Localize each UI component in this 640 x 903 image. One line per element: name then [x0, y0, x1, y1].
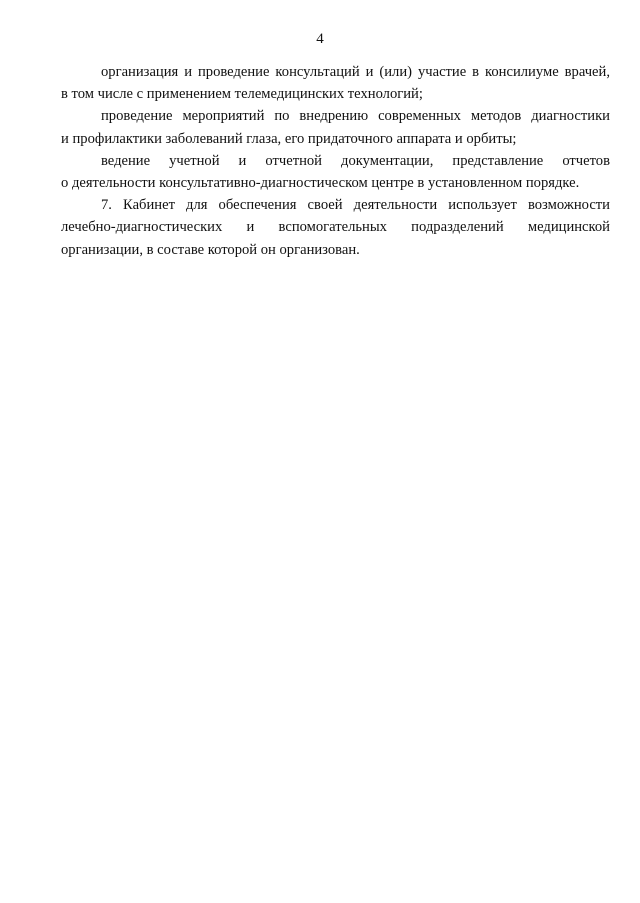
paragraph-line: и профилактики заболеваний глаза, его придаточного аппарата и орбиты; [61, 130, 517, 147]
paragraph-line: проведение мероприятий по внедрению современных методов диагностики [101, 108, 610, 125]
paragraph-line: 7. Кабинет для обеспечения своей деятельности использует возможности [101, 197, 610, 214]
paragraph-line: организация и проведение консультаций и (или) участие в консилиуме врачей, [101, 64, 610, 80]
paragraph-documentation [61, 150, 610, 194]
paragraph-line: лечебно-диагностических и вспомогательных подразделений медицинской [61, 219, 610, 236]
paragraph-line: ведение учетной и отчетной документации, представление отчетов [101, 152, 610, 169]
page-number: 4 [316, 31, 324, 47]
paragraph-item-7 [61, 194, 610, 261]
paragraph-line: в том числе с применением телемедицинских технологий; [61, 86, 423, 103]
paragraph-line: организации, в составе которой он организован. [61, 241, 360, 258]
document-body [61, 61, 610, 261]
paragraph-diagnostics-methods [61, 105, 610, 149]
paragraph-consultations [61, 61, 610, 105]
paragraph-line: о деятельности консультативно-диагностическом центре в установленном порядке. [61, 175, 580, 192]
